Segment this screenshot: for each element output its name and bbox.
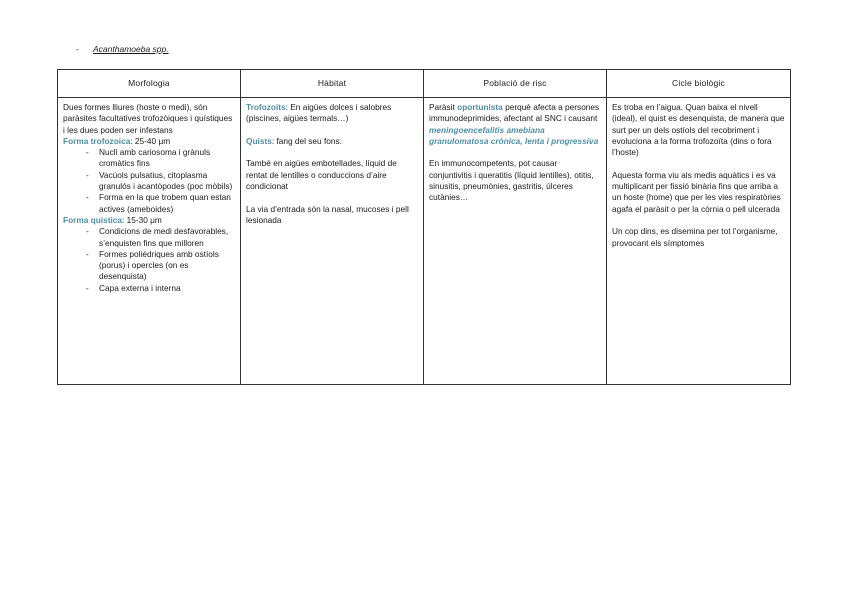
list-item-text: Capa externa i interna [99,282,181,293]
list-item-text: Forma en la que trobem quan estan actives (ameboides) [99,192,231,214]
quists-text: : fang del seu fons. [271,135,342,146]
cicle-p1: Es troba en l’aigua. Quan baixa el nivell (ideal), el quist es desenquista, de manera que surt per un dels ostíols del recobriment i evoluciona a la forma trofozoïta (dins o fora l’hoste) [612,102,785,158]
table-header-row [58,70,791,98]
trofozoits-text: : En aigües dolces i salobres (piscines, aigües termals…) [246,102,392,124]
cell-cicle [607,98,791,385]
quists-label: Quists [246,135,272,146]
trofozoic-form-label: Forma trofozoica [63,135,131,146]
list-bullet: - [86,282,89,293]
list-item-text: Nucli amb cariosoma i grànuls cromàtics fins [99,147,211,169]
morfologia-intro: Dues formes lliures (hoste o medi), són paràsites facultatives trofozòiques i quístiques i les dues poden ser infestans [63,102,233,135]
cell-poblacio [424,98,607,385]
quistic-form-label: Forma quística [63,214,123,225]
list-bullet: - [86,147,89,158]
cicle-p3: Un cop dins, es disemina per tot l’organisme, provocant els símptomes [612,226,778,248]
list-item [63,147,235,170]
trofozoic-form-size: : 25-40 μm [130,135,171,146]
habitat-entry-route: La via d’entrada són la nasal, mucoses i pell lesionada [246,203,409,225]
list-item-text: Vacúols pulsatius, citoplasma granulós i acantòpodes (poc mòbils) [99,169,233,192]
quistic-form-size: : 15-30 μm [122,214,162,225]
list-item [63,170,235,193]
list-item [63,226,235,249]
header-cicle: Cicle biològic [607,70,791,98]
habitat-quists [246,136,418,147]
disease-name: meningoencefalitis amebiana granulomatosa crònica, lenta i progressiva [429,124,599,146]
poblacio-immunocompetents: En immunocompetents, pot causar conjuntivitis i queratitis (líquid lentilles), otitis, sinusitis, pneumònies, gastritis, úlceres cutànies… [429,158,594,203]
oportunista-label: oportunista [457,102,503,112]
list-item-text: Formes poliédriques amb ostíols (porus) i opercles (on es desenquista) [99,248,219,282]
list-bullet: - [86,226,89,237]
habitat-other-sources: També en aigües embotellades, líquid de rentat de lentilles o conduccions d’aire condicionat [246,158,397,192]
trofozoic-features-list [63,147,235,215]
info-table [57,69,791,385]
cicle-p2: Aquesta forma viu als medis aquàtics i es va multiplicant per fissió binària fins que arriba a un hoste (home) que per les vies respiratòries agafa el paràsit o per la còrnia o pell ulcerada [612,169,781,214]
quistic-form-line [63,215,235,226]
list-item [63,249,235,283]
header-habitat: Hàbitat [241,70,424,98]
list-bullet: - [86,169,89,180]
list-item [63,192,235,215]
poblacio-text-2: perquè afecta a persones immunodeprimides, afectant al SNC i causant [429,102,600,124]
trofozoits-label: Trofozoits [246,102,286,112]
section-heading [76,43,169,55]
list-item [63,283,235,294]
species-name: Acanthamoeba spp. [93,44,169,54]
heading-dash: - [76,44,79,54]
header-poblacio: Població de risc [424,70,607,98]
cell-habitat [241,98,424,385]
list-bullet: - [86,192,89,203]
habitat-trofozoits [246,102,418,125]
cell-morfologia [58,98,241,385]
poblacio-immunodeprimides [429,102,601,147]
table-row [58,98,791,385]
poblacio-text-1: Paràsit [429,102,458,112]
list-item-text: Condicions de medi desfavorables, s’enquisten fins que milloren [99,226,229,248]
header-morfologia: Morfologia [58,70,241,98]
trofozoic-form-line [63,136,235,147]
list-bullet: - [86,248,89,259]
quistic-features-list [63,226,235,294]
